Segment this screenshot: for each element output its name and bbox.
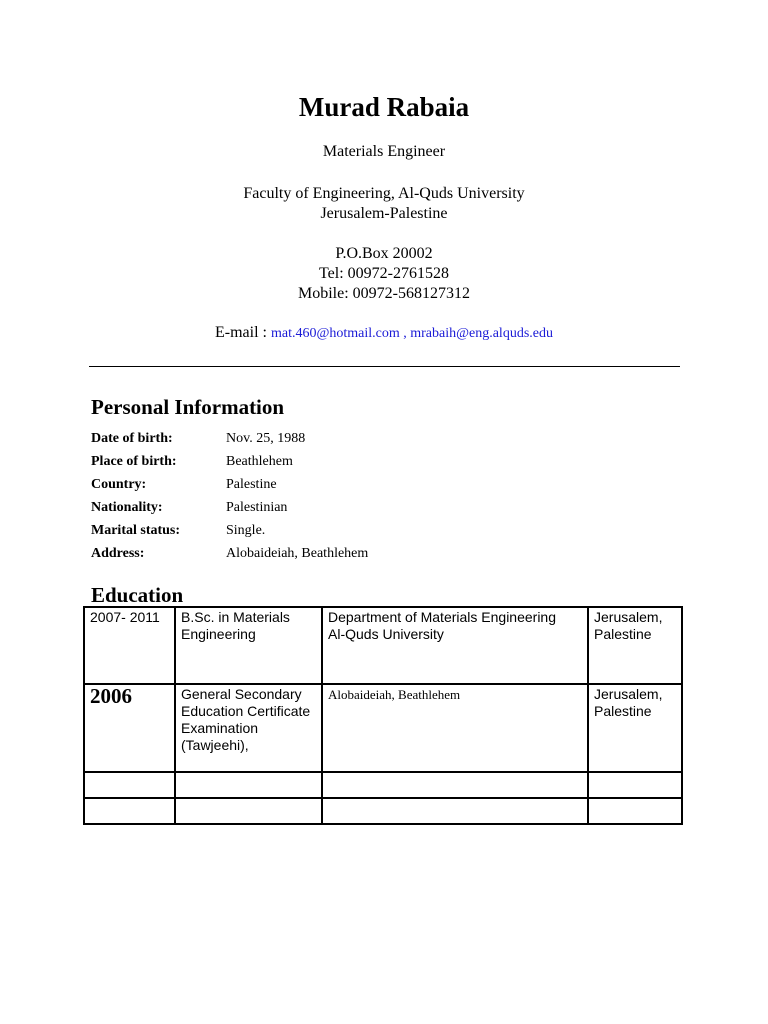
faculty-line: Faculty of Engineering, Al-Quds University [243,185,525,202]
edu-institution-line: Al-Quds University [328,626,444,642]
job-title: Materials Engineer [322,143,446,160]
edu-year-cell [84,684,175,772]
table-row [84,684,682,772]
edu-year: 2007- 2011 [84,607,175,684]
info-label: Address: [91,546,145,561]
info-value: Single. [226,523,266,538]
email-label: E-mail : [215,324,271,341]
tel-line: Tel: 00972-2761528 [319,265,449,282]
table-row-empty [84,798,682,824]
empty-cell [322,798,588,824]
pobox-line: P.O.Box 20002 [335,245,433,262]
city-line: Jerusalem-Palestine [320,205,448,222]
education-heading: Education [91,583,184,607]
empty-cell [84,798,175,824]
empty-cell [175,798,322,824]
info-value: Palestine [226,477,277,492]
info-label: Date of birth: [91,431,173,446]
mobile-line: Mobile: 00972-568127312 [298,285,470,302]
edu-institution-line: Department of Materials Engineering [328,609,557,625]
edu-year: 2006 [90,684,132,708]
edu-location: Jerusalem, Palestine [588,607,682,684]
edu-degree: B.Sc. in Materials Engineering [175,607,322,684]
info-value: Alobaideiah, Beathlehem [226,546,369,561]
email-link[interactable]: mat.460@hotmail.com , mrabaih@eng.alquds.edu [270,326,553,341]
info-label: Marital status: [91,523,181,538]
edu-institution: Alobaideiah, Beathlehem [328,687,461,702]
empty-cell [588,798,682,824]
header-divider [89,366,680,367]
info-value: Nov. 25, 1988 [226,431,306,446]
education-table [83,606,683,825]
empty-cell [84,772,175,798]
edu-location: Jerusalem, Palestine [588,684,682,772]
info-value: Beathlehem [226,454,293,469]
empty-cell [175,772,322,798]
table-row [84,607,682,684]
edu-degree: General Secondary Education Certificate Examination (Tawjeehi), [175,684,322,772]
empty-cell [588,772,682,798]
personal-info-heading: Personal Information [91,395,285,419]
info-value: Palestinian [226,500,288,515]
info-label: Nationality: [91,500,163,515]
table-row-empty [84,772,682,798]
info-label: Country: [91,477,147,492]
edu-institution [322,607,588,684]
edu-institution-cell [322,684,588,772]
info-label: Place of birth: [91,454,177,469]
cv-name: Murad Rabaia [298,92,470,122]
email-line [0,324,768,342]
empty-cell [322,772,588,798]
